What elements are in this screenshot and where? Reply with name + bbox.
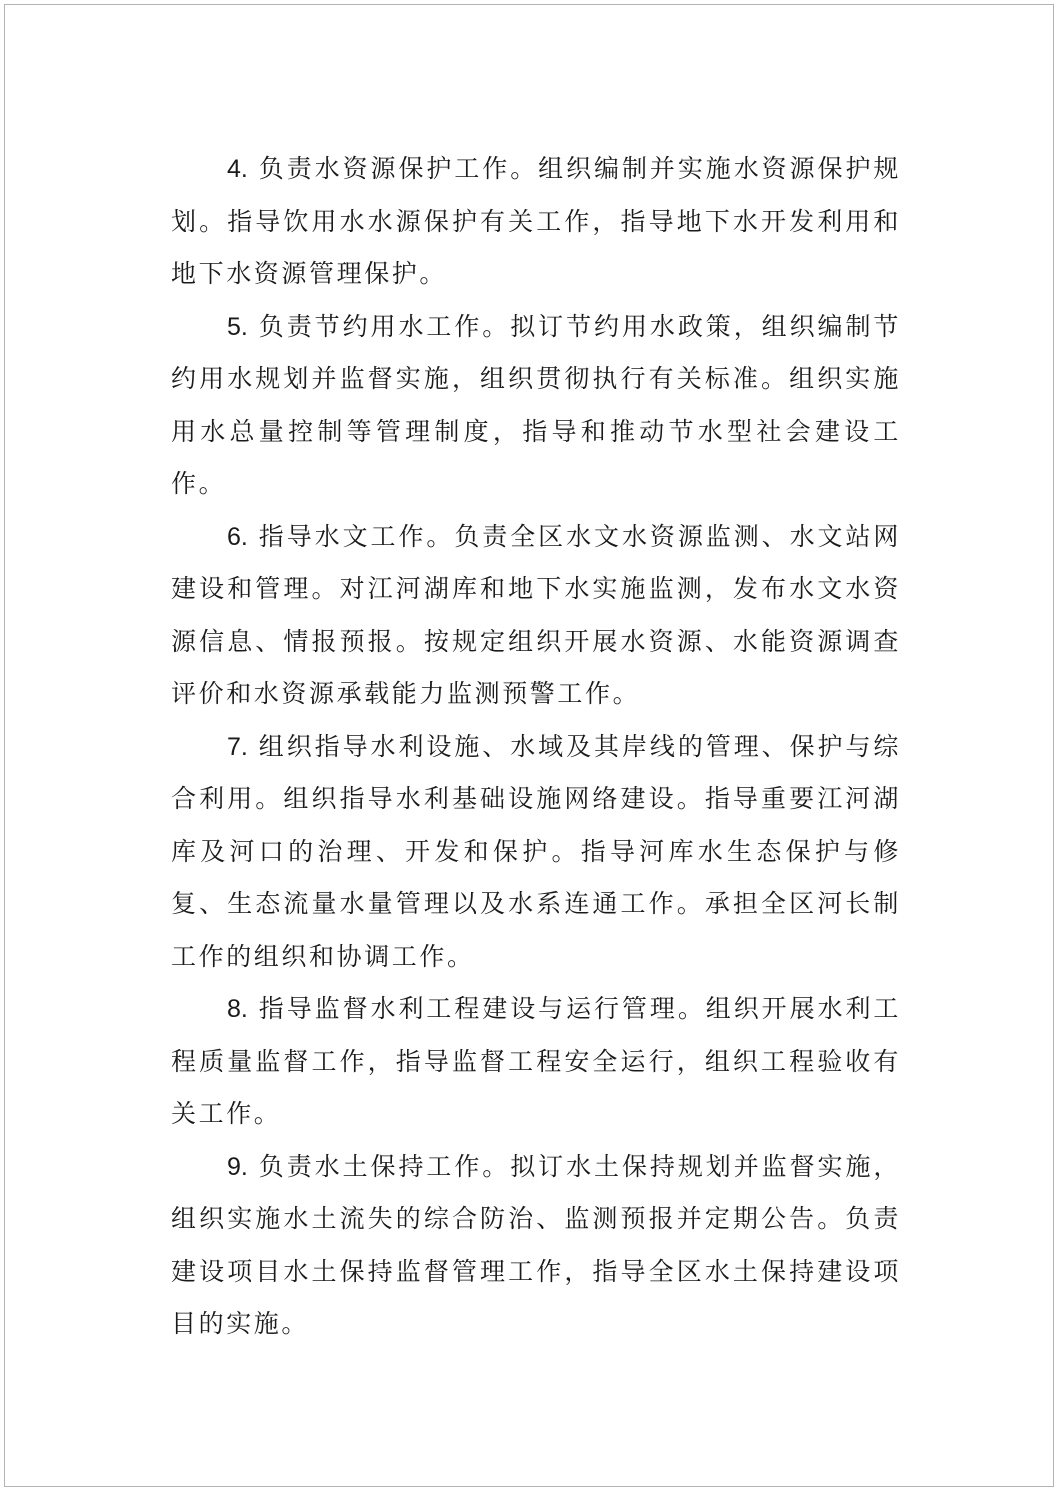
paragraph-item-6 [171,511,901,721]
paragraph-item-7 [171,721,901,984]
item-number: 4. [227,155,248,183]
paragraph-text: 负责水土保持工作。拟订水土保持规划并监督实施，组织实施水土流失的综合防治、监测预报并定期公告。负责建设项目水土保持监督管理工作，指导全区水土保持建设项目的实施。 [171,1151,901,1338]
item-number: 8. [227,995,248,1023]
item-number: 9. [227,1152,248,1181]
paragraph-text: 指导水文工作。负责全区水文水资源监测、水文站网建设和管理。对江河湖库和地下水实施监测，发布水文水资源信息、情报预报。按规定组织开展水资源、水能资源调查评价和水资源承载能力监测预警工作。 [171,521,901,708]
item-number: 7. [227,732,248,761]
item-number: 6. [227,522,248,551]
paragraph-item-9 [171,1141,901,1351]
document-page [4,4,1054,1487]
paragraph-item-4 [171,143,901,301]
item-number: 5. [227,312,248,341]
paragraph-item-5 [171,301,901,511]
paragraph-item-8 [171,983,901,1141]
paragraph-text: 负责水资源保护工作。组织编制并实施水资源保护规划。指导饮用水水源保护有关工作，指导地下水开发利用和地下水资源管理保护。 [171,154,901,288]
paragraph-text: 负责节约用水工作。拟订节约用水政策，组织编制节约用水规划并监督实施，组织贯彻执行有关标准。组织实施用水总量控制等管理制度，指导和推动节水型社会建设工作。 [171,311,901,498]
paragraph-text: 指导监督水利工程建设与运行管理。组织开展水利工程质量监督工作，指导监督工程安全运行，组织工程验收有关工作。 [171,994,901,1128]
paragraph-text: 组织指导水利设施、水域及其岸线的管理、保护与综合利用。组织指导水利基础设施网络建设。指导重要江河湖库及河口的治理、开发和保护。指导河库水生态保护与修复、生态流量水量管理以及水系连通工作。承担全区河长制工作的组织和协调工作。 [171,731,901,971]
document-body [171,143,901,1351]
